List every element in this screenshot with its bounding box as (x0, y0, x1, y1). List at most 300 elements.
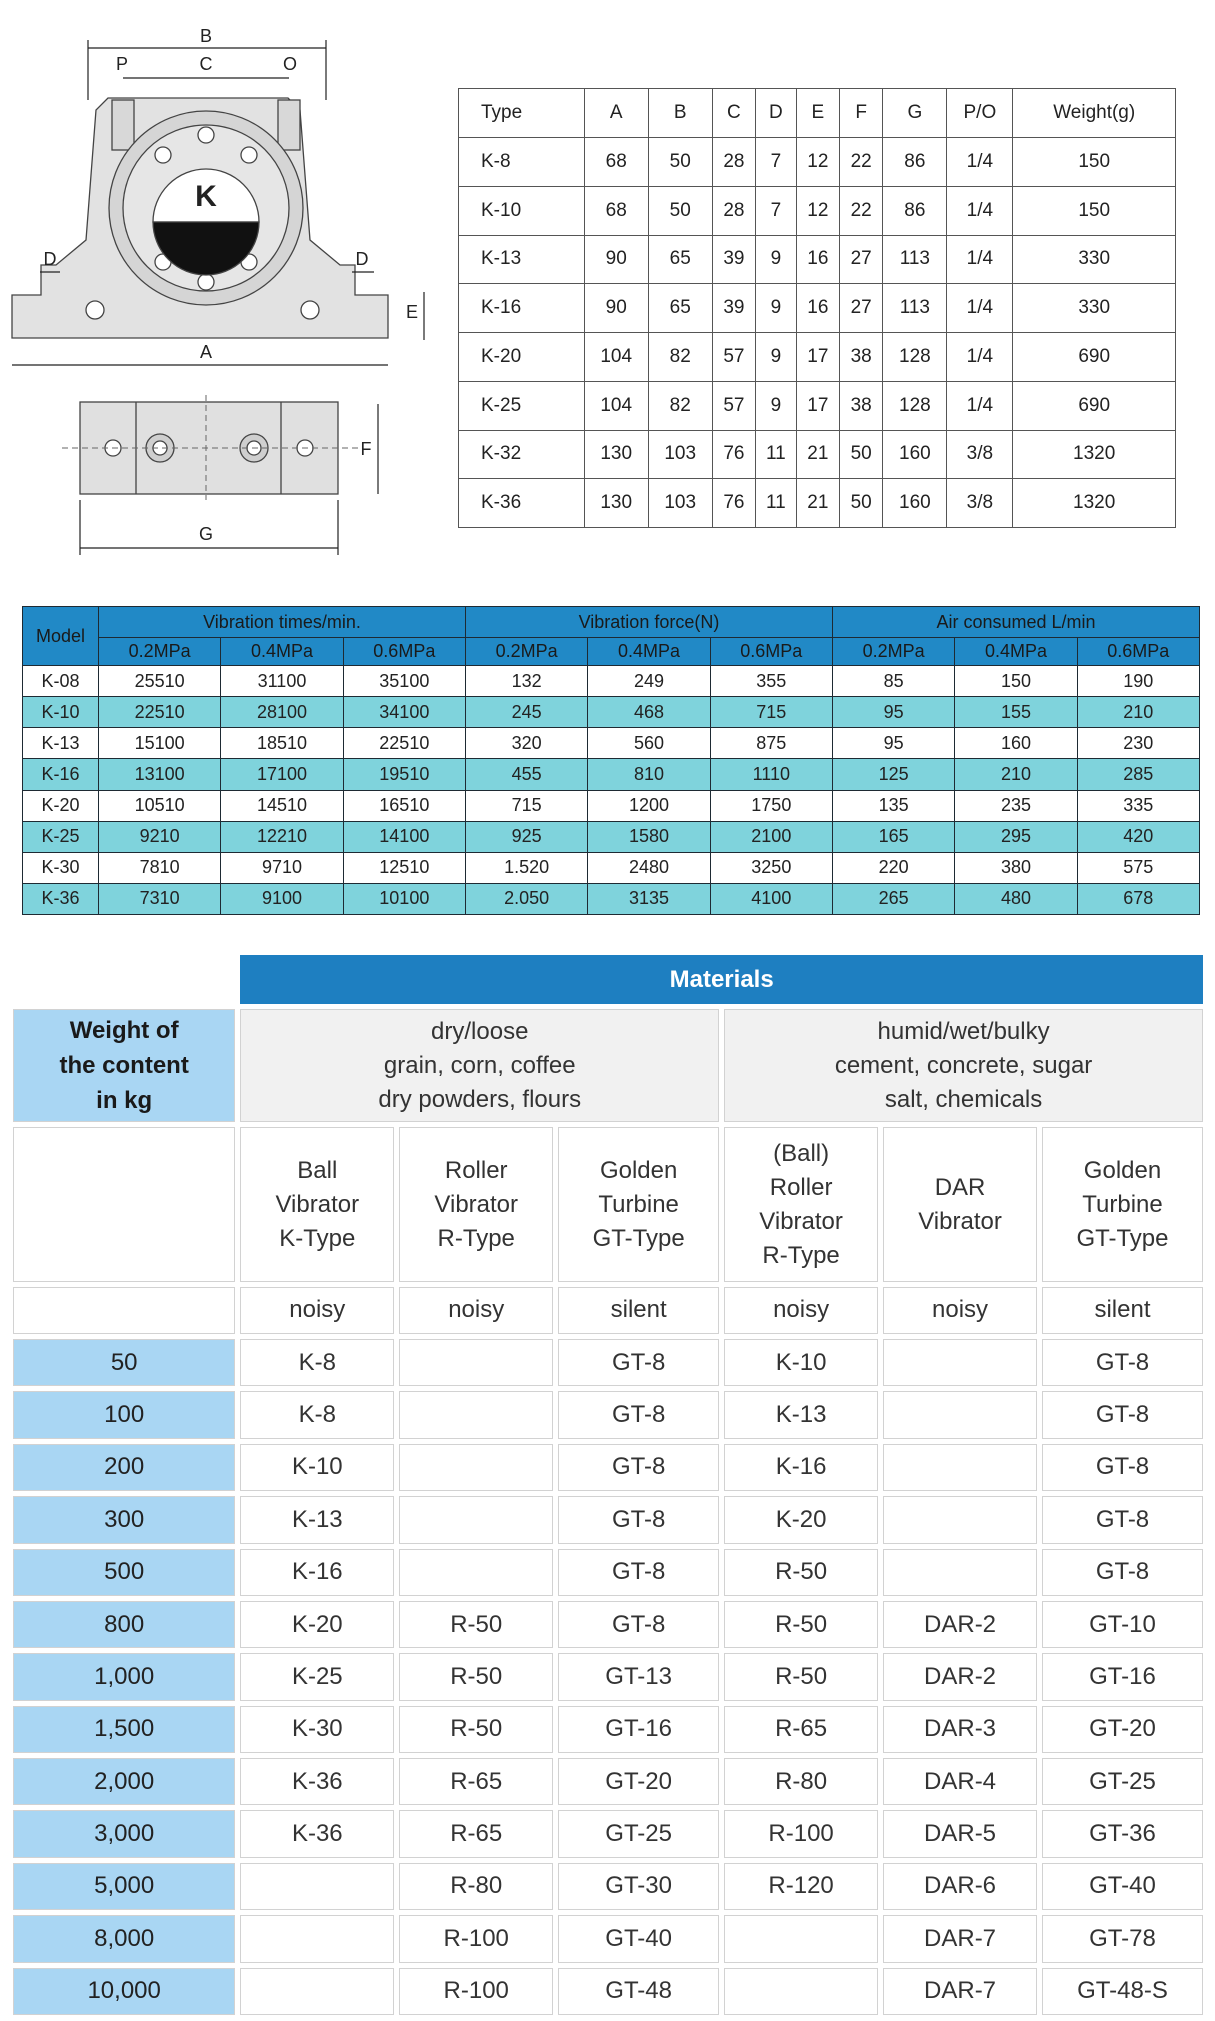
vibrator-type-cell (883, 1127, 1037, 1281)
dimension-table (458, 88, 1176, 528)
performance-value-cell: 165 (832, 821, 954, 852)
dimension-header-cell: E (796, 89, 839, 138)
vibrator-model-cell: R-80 (724, 1758, 878, 1805)
performance-value-cell: 925 (465, 821, 587, 852)
dim-letter-g: G (198, 524, 214, 544)
content-weight-cell: 50 (13, 1339, 235, 1386)
performance-table-body (23, 666, 1200, 915)
dimension-type-cell: K-32 (459, 430, 585, 479)
vibrator-model-cell: R-50 (399, 1653, 553, 1700)
dimension-value-cell: 7 (756, 138, 797, 187)
vibrator-type-line: K-Type (279, 1224, 356, 1252)
performance-value-cell: 285 (1077, 759, 1199, 790)
performance-value-cell: 95 (832, 697, 954, 728)
performance-value-cell: 160 (955, 728, 1077, 759)
vibrator-model-cell: K-20 (240, 1601, 394, 1648)
vibrator-model-cell: GT-8 (1042, 1444, 1203, 1491)
performance-value-cell: 210 (955, 759, 1077, 790)
dimension-value-cell: 57 (712, 333, 755, 382)
materials-table-row (13, 1915, 1203, 1962)
materials-table-row (13, 1653, 1203, 1700)
performance-value-cell: 19510 (343, 759, 465, 790)
performance-model-cell: K-20 (23, 790, 99, 821)
performance-value-cell: 575 (1077, 852, 1199, 883)
vibrator-model-cell: R-50 (724, 1601, 878, 1648)
vibrator-model-cell: GT-78 (1042, 1915, 1203, 1962)
group-line: cement, concrete, sugar (834, 1051, 1093, 1079)
content-weight-cell: 10,000 (13, 1968, 235, 2015)
vibrator-model-cell: K-25 (240, 1653, 394, 1700)
dimension-value-cell: 22 (840, 186, 883, 235)
performance-value-cell: 14100 (343, 821, 465, 852)
performance-value-cell: 355 (710, 666, 832, 697)
vibrator-model-cell: GT-30 (558, 1863, 719, 1910)
dimension-table-row (459, 235, 1176, 284)
dimension-value-cell: 1320 (1013, 479, 1176, 528)
dimension-value-cell: 113 (883, 235, 947, 284)
dimension-value-cell: 9 (756, 284, 797, 333)
dimension-value-cell: 3/8 (947, 430, 1013, 479)
performance-value-cell: 15100 (99, 728, 221, 759)
vibrator-model-cell: R-65 (724, 1706, 878, 1753)
vibrator-model-cell: GT-16 (1042, 1653, 1203, 1700)
performance-value-cell: 468 (588, 697, 710, 728)
noise-row (13, 1287, 1203, 1334)
materials-table-body (13, 1339, 1203, 2015)
vibrator-model-cell: GT-20 (558, 1758, 719, 1805)
performance-table-row (23, 883, 1200, 914)
vibrator-model-cell: K-16 (724, 1444, 878, 1491)
performance-value-cell: 4100 (710, 883, 832, 914)
performance-model-cell: K-10 (23, 697, 99, 728)
performance-table-row (23, 852, 1200, 883)
content-weight-cell: 800 (13, 1601, 235, 1648)
vibrator-model-cell (883, 1496, 1037, 1543)
vibrator-model-cell: R-120 (724, 1863, 878, 1910)
vibrator-model-cell: R-80 (399, 1863, 553, 1910)
dimension-value-cell: 128 (883, 333, 947, 382)
performance-value-cell: 715 (710, 697, 832, 728)
performance-header-row-pressures (23, 638, 1200, 666)
vibrator-row-blank (13, 1127, 235, 1281)
performance-value-cell: 480 (955, 883, 1077, 914)
performance-value-cell: 875 (710, 728, 832, 759)
vibrator-model-cell: GT-8 (558, 1391, 719, 1438)
vibrator-type-line: Turbine (1082, 1190, 1163, 1218)
performance-table-row (23, 790, 1200, 821)
dimension-table-header (459, 89, 1176, 138)
vibrator-model-cell: R-50 (724, 1549, 878, 1596)
performance-value-cell: 9100 (221, 883, 343, 914)
dimension-value-cell: 128 (883, 381, 947, 430)
dimension-value-cell: 3/8 (947, 479, 1013, 528)
performance-model-cell: K-13 (23, 728, 99, 759)
group-humid-wet-bulky (724, 1009, 1203, 1122)
materials-table-row (13, 1339, 1203, 1386)
noise-level-cell: noisy (399, 1287, 553, 1334)
performance-value-cell: 1110 (710, 759, 832, 790)
vibrator-model-cell: R-100 (399, 1915, 553, 1962)
performance-value-cell: 155 (955, 697, 1077, 728)
dimension-value-cell: 28 (712, 138, 755, 187)
performance-value-cell: 380 (955, 852, 1077, 883)
performance-value-cell: 12510 (343, 852, 465, 883)
dimension-value-cell: 1/4 (947, 138, 1013, 187)
dimension-value-cell: 103 (648, 479, 712, 528)
dimension-table-row (459, 138, 1176, 187)
dimension-value-cell: 22 (840, 138, 883, 187)
vibrator-model-cell: GT-8 (1042, 1496, 1203, 1543)
dimension-value-cell: 38 (840, 381, 883, 430)
performance-table-row (23, 728, 1200, 759)
vibrator-model-cell (883, 1339, 1037, 1386)
dim-letter-c: C (199, 54, 213, 74)
dimension-value-cell: 113 (883, 284, 947, 333)
vibrator-model-cell: K-8 (240, 1339, 394, 1386)
corner-cell (13, 955, 235, 1004)
vibrator-model-cell: R-100 (724, 1810, 878, 1857)
performance-value-cell: 245 (465, 697, 587, 728)
vibrator-model-cell: DAR-6 (883, 1863, 1037, 1910)
performance-value-cell: 14510 (221, 790, 343, 821)
dimension-value-cell: 65 (648, 284, 712, 333)
dimension-value-cell: 50 (840, 479, 883, 528)
pressure-header-cell: 0.4MPa (955, 638, 1077, 666)
dimension-header-cell: A (584, 89, 648, 138)
vibrator-model-cell (240, 1863, 394, 1910)
vibrator-model-cell: GT-20 (1042, 1706, 1203, 1753)
group-vibration-force: Vibration force(N) (465, 607, 832, 638)
vibrator-model-cell: GT-40 (558, 1915, 719, 1962)
pressure-header-cell: 0.2MPa (832, 638, 954, 666)
dim-letter-p: P (115, 54, 129, 74)
dimension-value-cell: 39 (712, 235, 755, 284)
group-line: grain, corn, coffee (383, 1051, 576, 1079)
materials-table-row (13, 1496, 1203, 1543)
vibrator-model-cell (399, 1496, 553, 1543)
performance-value-cell: 249 (588, 666, 710, 697)
vibrator-model-cell (883, 1391, 1037, 1438)
materials-table-row (13, 1706, 1203, 1753)
vibrator-model-cell: R-65 (399, 1810, 553, 1857)
dimension-value-cell: 50 (840, 430, 883, 479)
pressure-header-cell: 0.4MPa (588, 638, 710, 666)
dimension-value-cell: 130 (584, 430, 648, 479)
performance-model-cell: K-25 (23, 821, 99, 852)
vibrator-model-cell: K-36 (240, 1810, 394, 1857)
materials-table (8, 950, 1208, 2020)
vibrator-model-cell: K-13 (724, 1391, 878, 1438)
vibrator-model-cell: DAR-5 (883, 1810, 1037, 1857)
dimension-value-cell: 11 (756, 479, 797, 528)
dimension-table-row (459, 430, 1176, 479)
vibrator-model-cell (399, 1391, 553, 1438)
dimension-value-cell: 103 (648, 430, 712, 479)
materials-table-row (13, 1758, 1203, 1805)
dimension-header-cell: G (883, 89, 947, 138)
pressure-header-cell: 0.2MPa (99, 638, 221, 666)
weight-of-content-header (13, 1009, 235, 1122)
vibrator-model-cell: GT-40 (1042, 1863, 1203, 1910)
vibrator-type-line: R-Type (437, 1224, 515, 1252)
dimension-value-cell: 690 (1013, 333, 1176, 382)
vibrator-type-line: GT-Type (592, 1224, 685, 1252)
materials-group-row (13, 1009, 1203, 1122)
dimension-header-cell: F (840, 89, 883, 138)
performance-value-cell: 320 (465, 728, 587, 759)
vibrator-model-cell (724, 1968, 878, 2015)
dimension-header-cell: C (712, 89, 755, 138)
vibrator-model-cell: GT-8 (1042, 1391, 1203, 1438)
vibrator-model-cell: GT-8 (558, 1549, 719, 1596)
dimension-value-cell: 21 (796, 479, 839, 528)
performance-value-cell: 7810 (99, 852, 221, 883)
materials-table-row (13, 1444, 1203, 1491)
dimension-table-row (459, 479, 1176, 528)
content-weight-cell: 1,500 (13, 1706, 235, 1753)
content-weight-cell: 300 (13, 1496, 235, 1543)
content-weight-cell: 100 (13, 1391, 235, 1438)
vibrator-type-cell (240, 1127, 394, 1281)
vibrator-type-line: GT-Type (1076, 1224, 1169, 1252)
dim-letter-a: A (199, 342, 213, 362)
performance-value-cell: 1580 (588, 821, 710, 852)
performance-value-cell: 678 (1077, 883, 1199, 914)
vibrator-model-cell: K-16 (240, 1549, 394, 1596)
dimension-table-row (459, 186, 1176, 235)
dimension-value-cell: 86 (883, 186, 947, 235)
group-line: dry powders, flours (378, 1085, 582, 1113)
vibrator-model-cell (399, 1339, 553, 1386)
dimension-value-cell: 65 (648, 235, 712, 284)
dimension-value-cell: 16 (796, 284, 839, 333)
performance-value-cell: 31100 (221, 666, 343, 697)
dimension-value-cell: 330 (1013, 235, 1176, 284)
vibrator-type-line: Turbine (598, 1190, 679, 1218)
materials-table-row (13, 1810, 1203, 1857)
performance-value-cell: 35100 (343, 666, 465, 697)
performance-value-cell: 265 (832, 883, 954, 914)
dimension-type-cell: K-20 (459, 333, 585, 382)
group-line: salt, chemicals (884, 1085, 1043, 1113)
dimension-value-cell: 1/4 (947, 381, 1013, 430)
vibrator-model-cell: GT-8 (558, 1444, 719, 1491)
vibrator-type-line: Vibrator (918, 1207, 1002, 1235)
dimension-table-row (459, 333, 1176, 382)
dim-letter-e: E (405, 302, 419, 322)
group-line: dry/loose (431, 1017, 529, 1045)
dim-letter-b: B (199, 26, 213, 46)
dimension-value-cell: 150 (1013, 186, 1176, 235)
dimension-value-cell: 160 (883, 479, 947, 528)
group-line: humid/wet/bulky (877, 1017, 1050, 1045)
vibrator-type-line: Vibrator (275, 1190, 360, 1218)
dimension-value-cell: 90 (584, 235, 648, 284)
materials-table-row (13, 1601, 1203, 1648)
performance-value-cell: 220 (832, 852, 954, 883)
dimension-value-cell: 1/4 (947, 235, 1013, 284)
dimension-value-cell: 330 (1013, 284, 1176, 333)
performance-value-cell: 455 (465, 759, 587, 790)
vibrator-model-cell: DAR-3 (883, 1706, 1037, 1753)
dimension-header-cell: Type (459, 89, 585, 138)
vibrator-model-cell: R-50 (724, 1653, 878, 1700)
pressure-header-cell: 0.4MPa (221, 638, 343, 666)
noise-level-cell: noisy (724, 1287, 878, 1334)
vibrator-model-cell: GT-8 (1042, 1339, 1203, 1386)
dimension-value-cell: 12 (796, 138, 839, 187)
vibrator-model-cell: K-13 (240, 1496, 394, 1543)
vibrator-model-cell: GT-25 (558, 1810, 719, 1857)
dimension-value-cell: 150 (1013, 138, 1176, 187)
materials-title-row (13, 955, 1203, 1004)
vibrator-type-line: Vibrator (759, 1207, 843, 1235)
performance-value-cell: 22510 (343, 728, 465, 759)
performance-model-cell: K-16 (23, 759, 99, 790)
materials-table-row (13, 1391, 1203, 1438)
performance-value-cell: 1750 (710, 790, 832, 821)
dimension-value-cell: 86 (883, 138, 947, 187)
dimension-value-cell: 1/4 (947, 333, 1013, 382)
vibrator-model-cell: DAR-4 (883, 1758, 1037, 1805)
vibrator-model-cell: K-20 (724, 1496, 878, 1543)
performance-value-cell: 17100 (221, 759, 343, 790)
vibrator-model-cell: GT-13 (558, 1653, 719, 1700)
content-weight-cell: 2,000 (13, 1758, 235, 1805)
performance-value-cell: 420 (1077, 821, 1199, 852)
materials-table-row (13, 1549, 1203, 1596)
vibrator-type-cell (1042, 1127, 1203, 1281)
vibrator-model-cell (399, 1549, 553, 1596)
dimension-value-cell: 7 (756, 186, 797, 235)
dimension-type-cell: K-25 (459, 381, 585, 430)
vibrator-model-cell: GT-25 (1042, 1758, 1203, 1805)
performance-value-cell: 28100 (221, 697, 343, 728)
vibrator-type-cell (724, 1127, 878, 1281)
dimension-value-cell: 17 (796, 333, 839, 382)
dimension-header-cell: D (756, 89, 797, 138)
performance-value-cell: 2100 (710, 821, 832, 852)
vibrator-model-cell: R-50 (399, 1706, 553, 1753)
dimension-value-cell: 68 (584, 138, 648, 187)
content-weight-cell: 1,000 (13, 1653, 235, 1700)
performance-value-cell: 3135 (588, 883, 710, 914)
performance-value-cell: 1.520 (465, 852, 587, 883)
dimension-value-cell: 9 (756, 333, 797, 382)
vibrator-model-cell: GT-48-S (1042, 1968, 1203, 2015)
performance-value-cell: 22510 (99, 697, 221, 728)
vibrator-model-cell: GT-36 (1042, 1810, 1203, 1857)
performance-table (22, 606, 1200, 915)
dimension-value-cell: 50 (648, 138, 712, 187)
dimension-table-row (459, 284, 1176, 333)
content-weight-cell: 500 (13, 1549, 235, 1596)
vibrator-model-cell: DAR-2 (883, 1653, 1037, 1700)
performance-value-cell: 150 (955, 666, 1077, 697)
performance-value-cell: 2.050 (465, 883, 587, 914)
weight-header-line: in kg (96, 1087, 153, 1115)
performance-table-row (23, 666, 1200, 697)
vibrator-face-label: K (195, 180, 217, 213)
vibrator-type-line: (Ball) (773, 1139, 830, 1167)
vibrator-model-cell: DAR-2 (883, 1601, 1037, 1648)
vibrator-model-cell: K-36 (240, 1758, 394, 1805)
vibrator-model-cell: R-50 (399, 1601, 553, 1648)
dim-letter-d-left: D (43, 249, 57, 269)
vibrator-type-line: Roller (444, 1156, 508, 1184)
content-weight-cell: 200 (13, 1444, 235, 1491)
dimension-value-cell: 28 (712, 186, 755, 235)
performance-value-cell: 210 (1077, 697, 1199, 728)
dimension-value-cell: 39 (712, 284, 755, 333)
performance-value-cell: 13100 (99, 759, 221, 790)
vibrator-model-cell: K-10 (724, 1339, 878, 1386)
vibrator-model-cell: GT-48 (558, 1968, 719, 2015)
vibrator-model-cell: GT-10 (1042, 1601, 1203, 1648)
weight-header-line: the content (59, 1052, 189, 1080)
dimension-type-cell: K-13 (459, 235, 585, 284)
group-air-consumed: Air consumed L/min (832, 607, 1199, 638)
performance-value-cell: 16510 (343, 790, 465, 821)
vibrator-model-cell: GT-8 (558, 1496, 719, 1543)
vibrator-type-line: Roller (769, 1173, 833, 1201)
dimension-value-cell: 38 (840, 333, 883, 382)
performance-value-cell: 235 (955, 790, 1077, 821)
pressure-header-cell: 0.6MPa (343, 638, 465, 666)
dim-letter-d-right: D (355, 249, 369, 269)
dimension-value-cell: 17 (796, 381, 839, 430)
performance-value-cell: 3250 (710, 852, 832, 883)
dimension-value-cell: 1/4 (947, 284, 1013, 333)
vibrator-model-cell: GT-8 (1042, 1549, 1203, 1596)
dimension-value-cell: 690 (1013, 381, 1176, 430)
vibrator-model-cell: GT-8 (558, 1339, 719, 1386)
dimension-value-cell: 27 (840, 284, 883, 333)
content-weight-cell: 8,000 (13, 1915, 235, 1962)
pressure-header-cell: 0.6MPa (710, 638, 832, 666)
vibrator-type-line: Golden (599, 1156, 678, 1184)
vibrator-technical-drawing (0, 0, 450, 570)
noise-row-blank (13, 1287, 235, 1334)
dimension-value-cell: 1/4 (947, 186, 1013, 235)
performance-value-cell: 12210 (221, 821, 343, 852)
dimension-value-cell: 9 (756, 381, 797, 430)
performance-header-row-groups (23, 607, 1200, 638)
noise-level-cell: noisy (883, 1287, 1037, 1334)
vibrator-model-cell: R-100 (399, 1968, 553, 2015)
performance-model-cell: K-36 (23, 883, 99, 914)
dimension-value-cell: 27 (840, 235, 883, 284)
vibrator-model-cell (399, 1444, 553, 1491)
vibrator-model-cell (883, 1549, 1037, 1596)
performance-value-cell: 715 (465, 790, 587, 821)
performance-table-row (23, 759, 1200, 790)
pressure-header-cell: 0.6MPa (1077, 638, 1199, 666)
performance-table-row (23, 697, 1200, 728)
dimension-value-cell: 82 (648, 333, 712, 382)
dimension-header-cell: Weight(g) (1013, 89, 1176, 138)
performance-value-cell: 1200 (588, 790, 710, 821)
noise-level-cell: noisy (240, 1287, 394, 1334)
performance-value-cell: 9210 (99, 821, 221, 852)
dim-letter-f: F (360, 439, 372, 459)
vibrator-model-cell: GT-16 (558, 1706, 719, 1753)
dimension-type-cell: K-36 (459, 479, 585, 528)
vibrator-model-cell (883, 1444, 1037, 1491)
group-vibration-times: Vibration times/min. (99, 607, 466, 638)
materials-table-row (13, 1863, 1203, 1910)
vibrator-model-cell: K-8 (240, 1391, 394, 1438)
